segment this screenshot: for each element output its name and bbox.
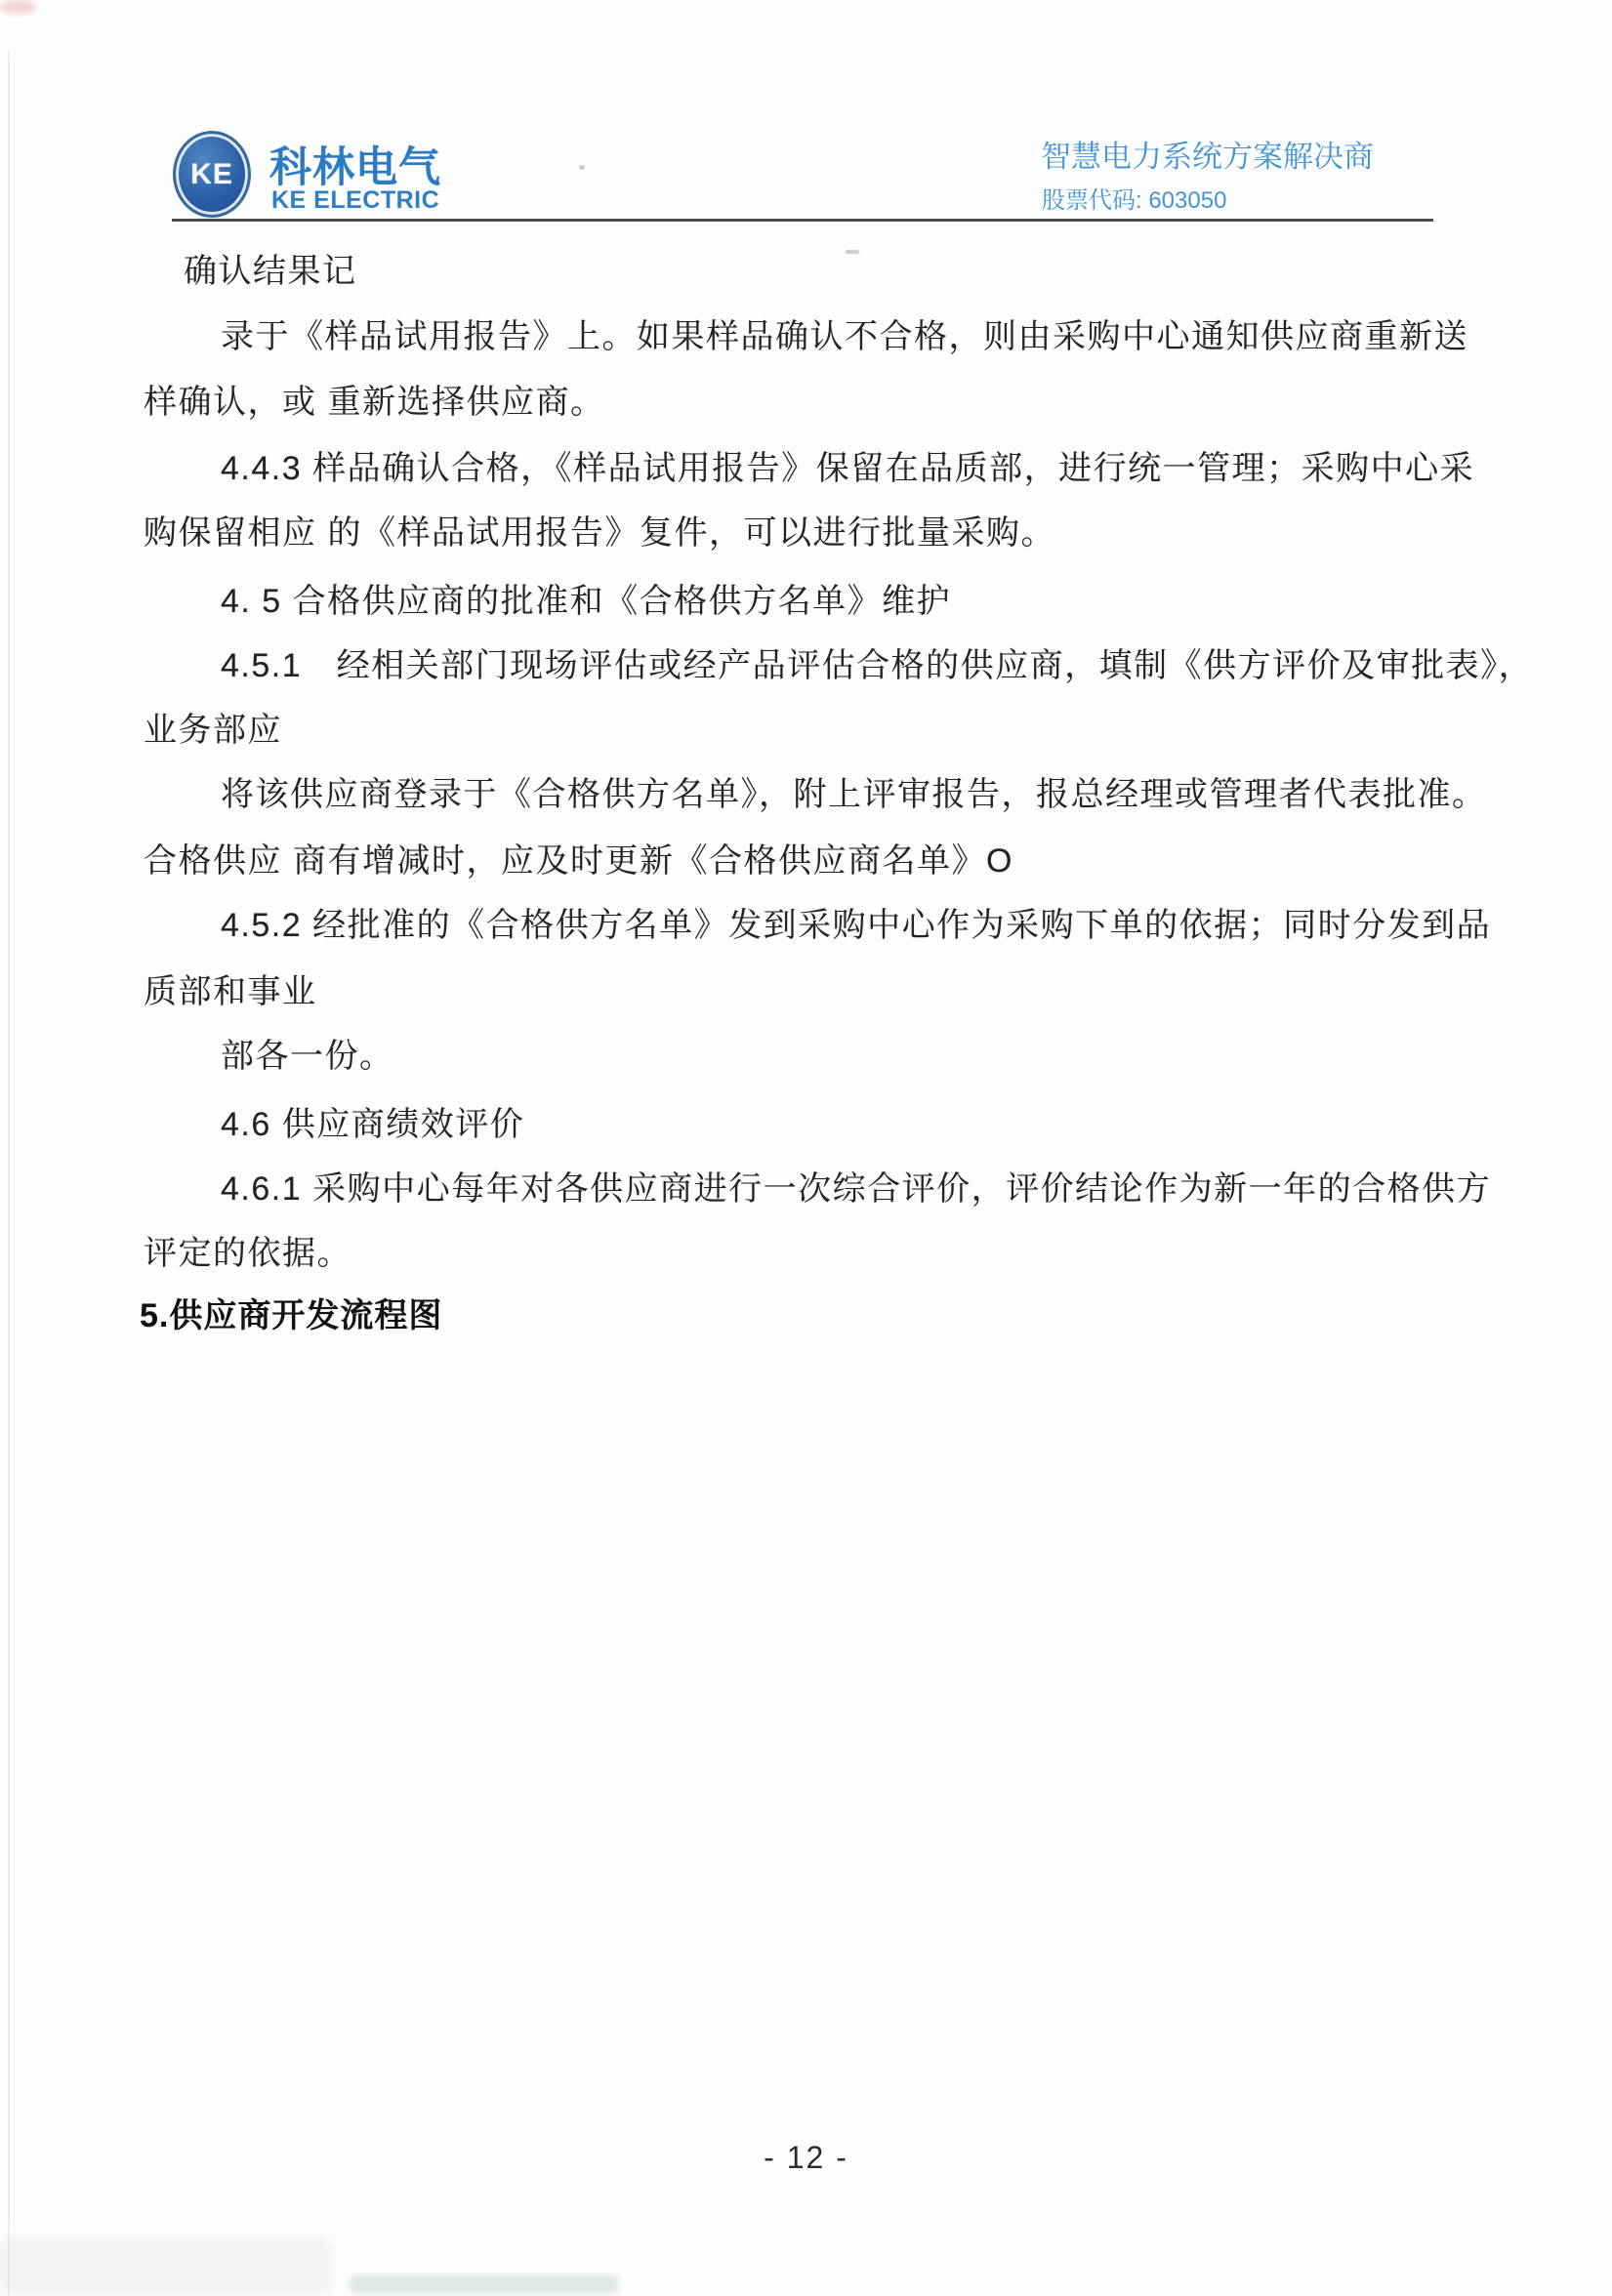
logo-monogram: KE <box>190 157 233 190</box>
body-line: 质部和事业 <box>144 973 317 1010</box>
body-line: 4.4.3 样品确认合格，《样品试用报告》保留在品质部，进行统一管理；采购中心采 <box>221 450 1475 487</box>
section-heading-5: 5.供应商开发流程图 <box>140 1297 443 1334</box>
body-line: 购保留相应 的《样品试用报告》复件，可以进行批量采购。 <box>144 514 1055 552</box>
body-line: 确认结果记 <box>184 253 357 290</box>
scan-edge-line <box>8 51 10 2296</box>
body-line: 录于《样品试用报告》上。如果样品确认不合格，则由采购中心通知供应商重新送 <box>221 318 1468 355</box>
company-name: 科林电气 <box>269 144 441 191</box>
body-line: 4.6.1 采购中心每年对各供应商进行一次综合评价，评价结论作为新一年的合格供方 <box>221 1170 1492 1208</box>
company-name-english: KE ELECTRIC <box>271 186 440 214</box>
body-line: 业务部应 <box>144 712 282 749</box>
header-divider <box>172 219 1433 222</box>
scan-edge-line-2 <box>14 59 15 2296</box>
body-line: 评定的依据。 <box>144 1235 351 1272</box>
scan-dot-artifact <box>579 165 585 170</box>
body-line: 合格供应 商有增减时，应及时更新《合格供应商名单》O <box>144 842 1013 880</box>
scan-dash-artifact <box>846 250 859 254</box>
page-number: - 12 - <box>764 2140 848 2175</box>
scan-bottom-smudge <box>0 2237 332 2294</box>
body-line: 样确认，或 重新选择供应商。 <box>144 384 605 421</box>
section-heading-4-6: 4.6 供应商绩效评价 <box>221 1106 525 1143</box>
body-line: 4.5.2 经批准的《合格供方名单》发到采购中心作为采购下单的依据；同时分发到品 <box>221 907 1492 944</box>
section-heading-4-5: 4. 5 合格供应商的批准和《合格供方名单》维护 <box>221 583 952 620</box>
scan-red-smudge <box>0 0 35 14</box>
body-line: 部各一份。 <box>221 1038 394 1075</box>
body-line: 4.5.1 经相关部门现场评估或经产品评估合格的供应商，填制《供方评价及审批表》， <box>221 647 1534 684</box>
company-tagline: 智慧电力系统方案解决商 <box>1041 140 1374 174</box>
scan-bottom-smudge-green <box>350 2275 618 2294</box>
body-line: 将该供应商登录于《合格供方名单》，附上评审报告，报总经理或管理者代表批准。 <box>221 776 1487 813</box>
stock-code: 股票代码: 603050 <box>1042 187 1227 214</box>
company-logo-icon <box>173 131 251 218</box>
